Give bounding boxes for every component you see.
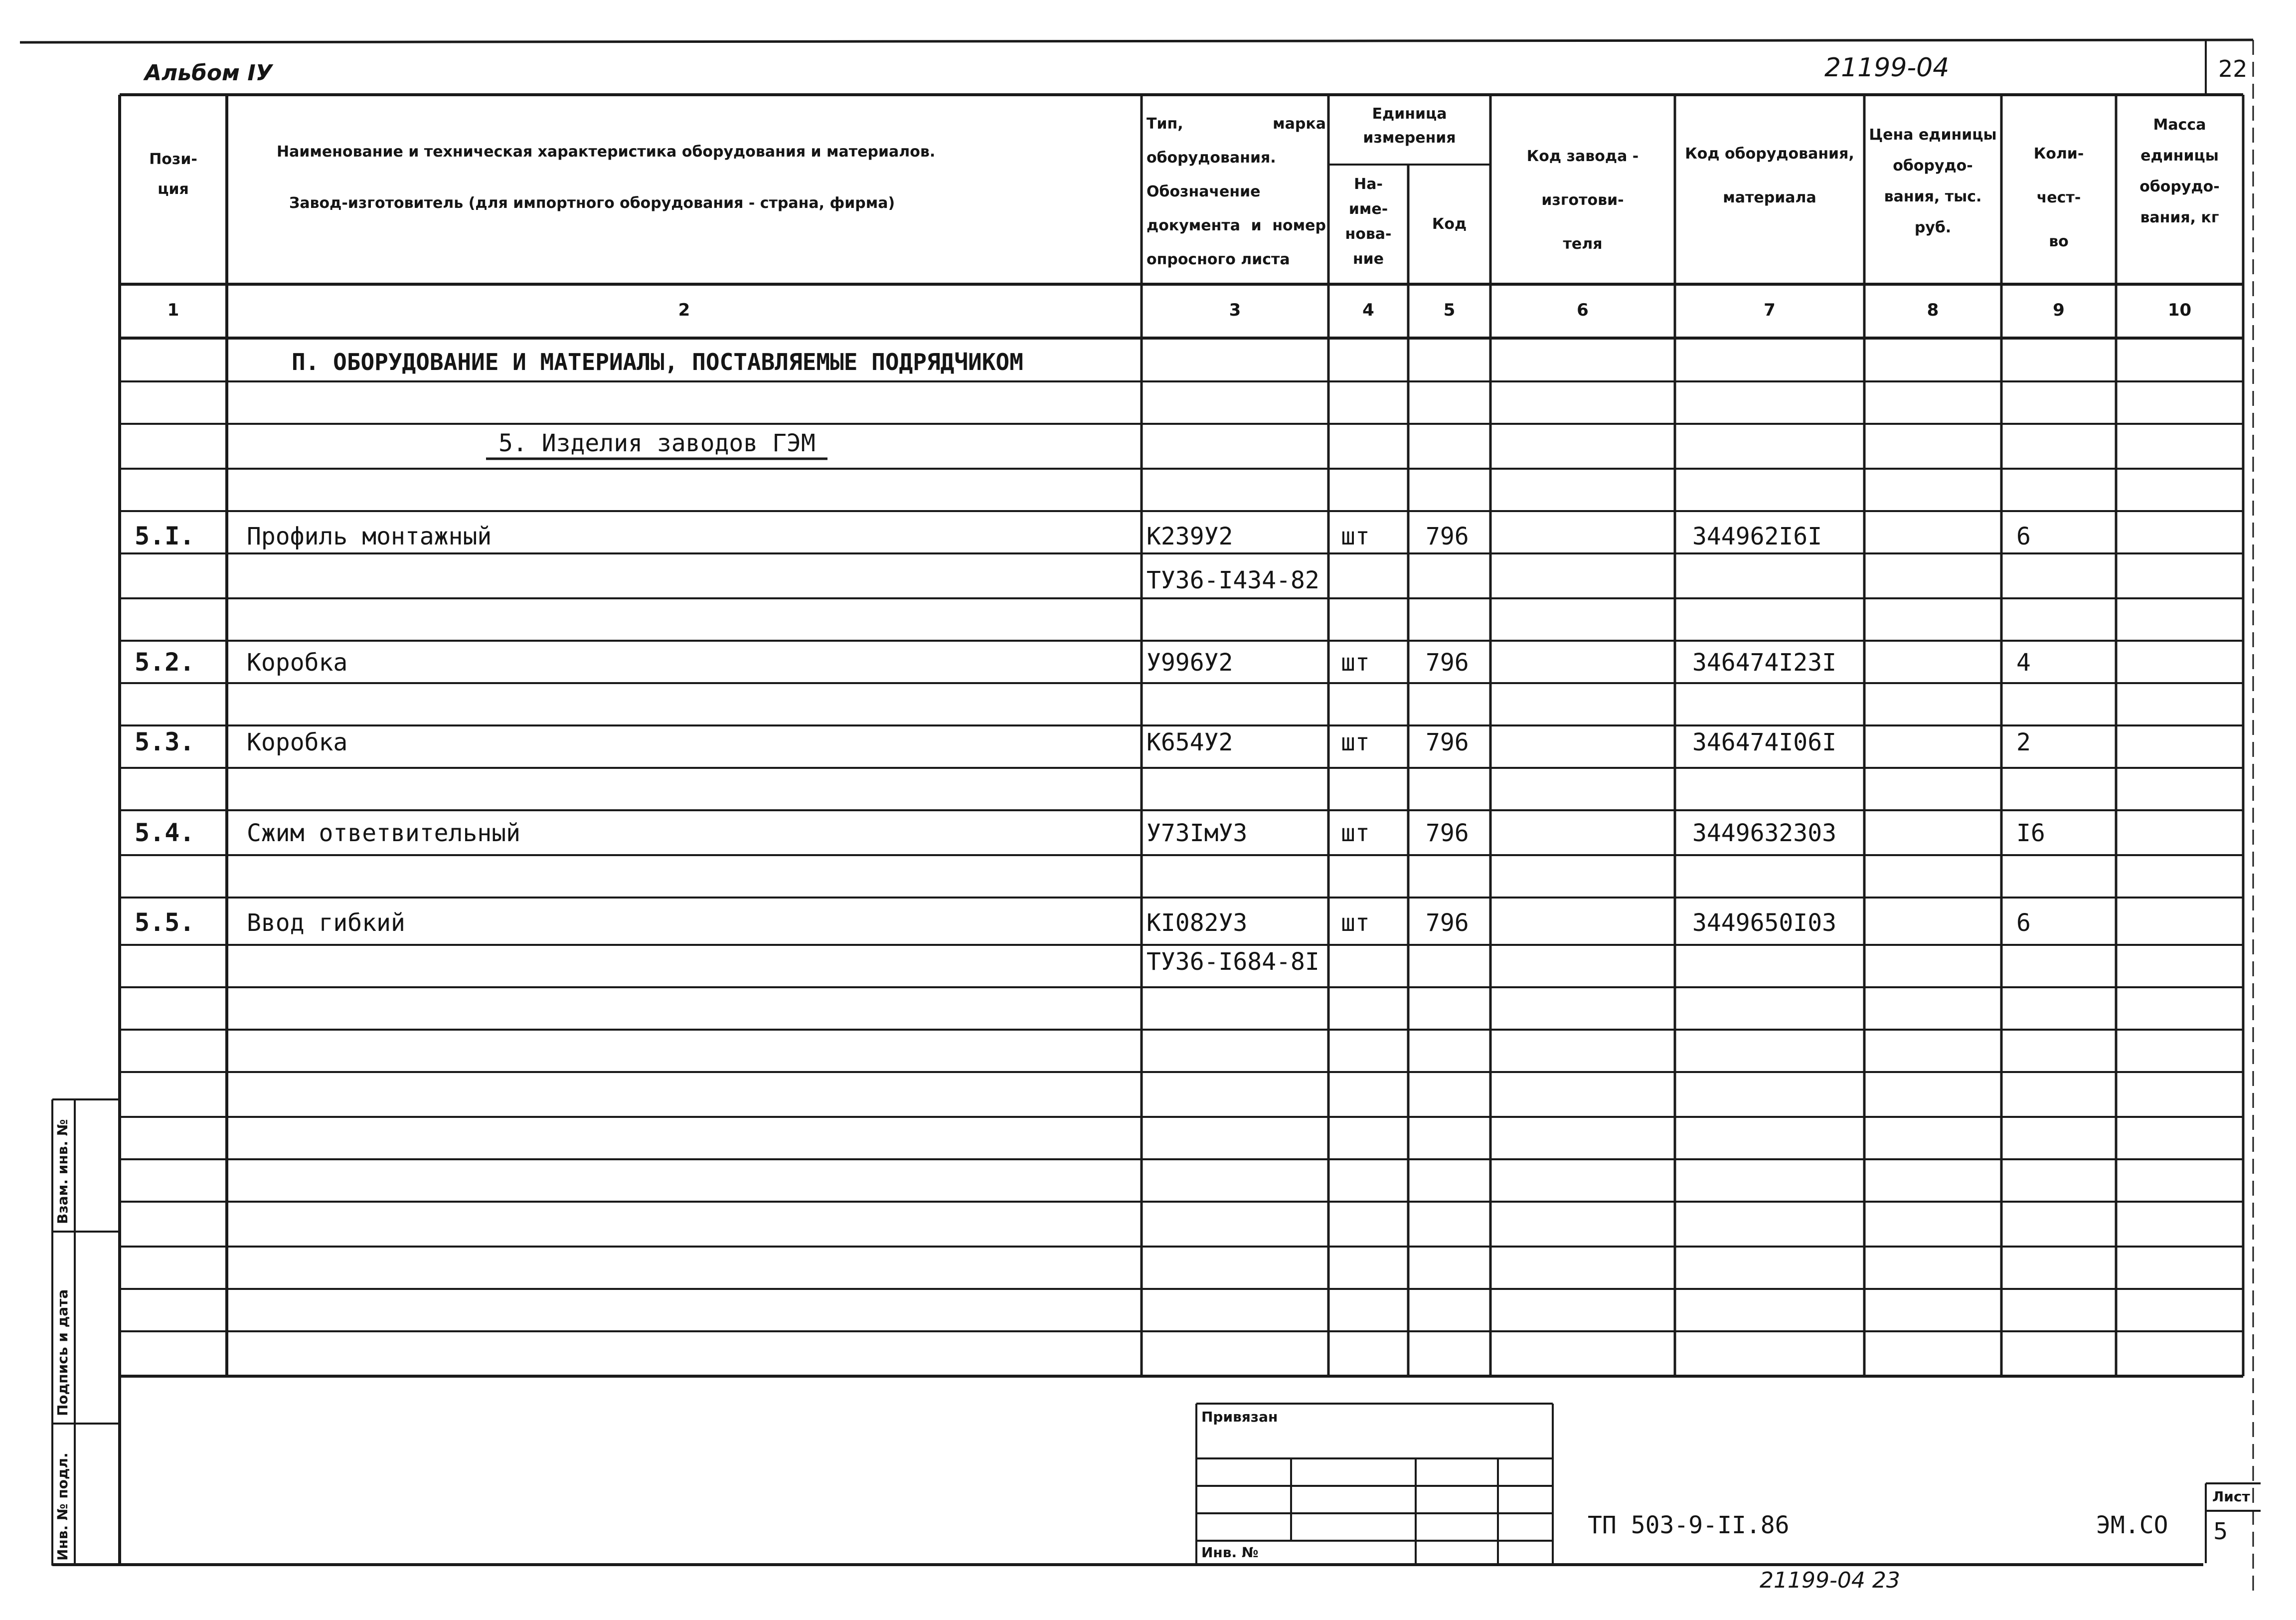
item-type: КI082У3 [1147, 909, 1248, 937]
item-type: У73IмУ3 [1147, 819, 1248, 847]
colnum-5: 5 [1443, 300, 1456, 320]
item-type-doc: ТУ36-I684-8I [1147, 948, 1319, 976]
colnum-10: 10 [2167, 300, 2192, 320]
colnum-2: 2 [678, 300, 690, 320]
item-equip-code: 346474I23I [1692, 649, 1836, 677]
header-unit-name: На- име- нова- ние [1345, 176, 1392, 268]
item-unit: шт [1341, 909, 1370, 937]
item-qty: 6 [2016, 523, 2031, 550]
privyazan-label: Привязан [1201, 1409, 1278, 1425]
designation: ТП 503-9-II.86 [1588, 1511, 1790, 1539]
side-inv-podl: Инв. № подл. [54, 1452, 71, 1561]
item-type: К239У2 [1147, 523, 1233, 550]
colnum-9: 9 [2053, 300, 2065, 320]
item-equip-code: 3449650I03 [1692, 909, 1836, 937]
document-number: 21199-04 [1824, 53, 1950, 83]
colnum-6: 6 [1577, 300, 1589, 320]
item-name: Коробка [247, 728, 348, 756]
item-equip-code: 344962I6I [1692, 523, 1822, 550]
sheet-label: Лист [2212, 1488, 2250, 1505]
side-podpis: Подпись и дата [54, 1289, 71, 1416]
header-price: Цена единицы оборудо- вания, тыс. руб. [1869, 126, 1997, 236]
header-type: Тип, марка оборудования. Обозначение документа и номер опросного листа [1147, 115, 1326, 268]
header-unit-group: Единица измерения [1363, 105, 1456, 147]
colnum-4: 4 [1362, 300, 1374, 320]
item-unit: шт [1341, 728, 1370, 756]
item-equip-code: 3449632303 [1692, 819, 1836, 847]
item-qty: 6 [2016, 909, 2031, 937]
item-pos: 5.2. [135, 648, 195, 677]
item-name: Ввод гибкий [247, 909, 405, 937]
item-unit-code: 796 [1426, 909, 1469, 937]
header-name-line1: Наименование и техническая характеристика оборудования и материалов. [277, 143, 936, 161]
item-qty: 4 [2016, 649, 2031, 677]
item-type-doc: ТУ36-I434-82 [1147, 566, 1319, 594]
subsection-title: 5. Изделия заводов ГЭМ [498, 429, 816, 457]
header-name-line2: Завод-изготовитель (для импортного оборудования - страна, фирма) [289, 194, 895, 212]
sheet-value: 5 [2213, 1518, 2228, 1545]
page-number: 22 [2218, 55, 2248, 82]
item-qty: I6 [2016, 819, 2045, 847]
colnum-3: 3 [1229, 300, 1241, 320]
item-unit: шт [1341, 649, 1370, 677]
item-name: Коробка [247, 649, 348, 677]
section-title: П. ОБОРУДОВАНИЕ И МАТЕРИАЛЫ, ПОСТАВЛЯЕМЫЕ ПОДРЯДЧИКОМ [292, 349, 1023, 375]
item-unit-code: 796 [1426, 728, 1469, 756]
item-type: К654У2 [1147, 728, 1233, 756]
item-unit: шт [1341, 523, 1370, 550]
colnum-1: 1 [167, 300, 179, 320]
item-type: У996У2 [1147, 649, 1233, 677]
item-unit-code: 796 [1426, 649, 1469, 677]
header-factory-code: Код завода - изготови- теля [1526, 148, 1639, 253]
header-unit-code: Код [1432, 215, 1467, 233]
side-vzam: Взам. инв. № [54, 1119, 71, 1224]
bottom-note: 21199-04 23 [1760, 1570, 1900, 1590]
item-unit-code: 796 [1426, 819, 1469, 847]
header-mass: Масса единицы оборудо- вания, кг [2139, 116, 2220, 226]
item-name: Профиль монтажный [247, 523, 492, 550]
header-equip-code: Код оборудования, материала [1685, 145, 1854, 206]
inv-no-label: Инв. № [1201, 1544, 1259, 1561]
item-pos: 5.I. [135, 522, 195, 550]
header-pos: Пози- ция [149, 151, 197, 198]
item-name: Сжим ответвительный [247, 819, 521, 847]
item-qty: 2 [2016, 728, 2031, 756]
item-pos: 5.4. [135, 818, 195, 847]
item-equip-code: 346474I06I [1692, 728, 1836, 756]
colnum-8: 8 [1927, 300, 1939, 320]
item-pos: 5.3. [135, 727, 195, 756]
item-pos: 5.5. [135, 908, 195, 937]
item-unit-code: 796 [1426, 523, 1469, 550]
doc-code: ЭМ.СО [2096, 1511, 2168, 1539]
colnum-7: 7 [1764, 300, 1776, 320]
item-unit: шт [1341, 819, 1370, 847]
album-label: Альбом IУ [145, 60, 273, 86]
header-qty: Коли- чест- во [2033, 145, 2084, 250]
